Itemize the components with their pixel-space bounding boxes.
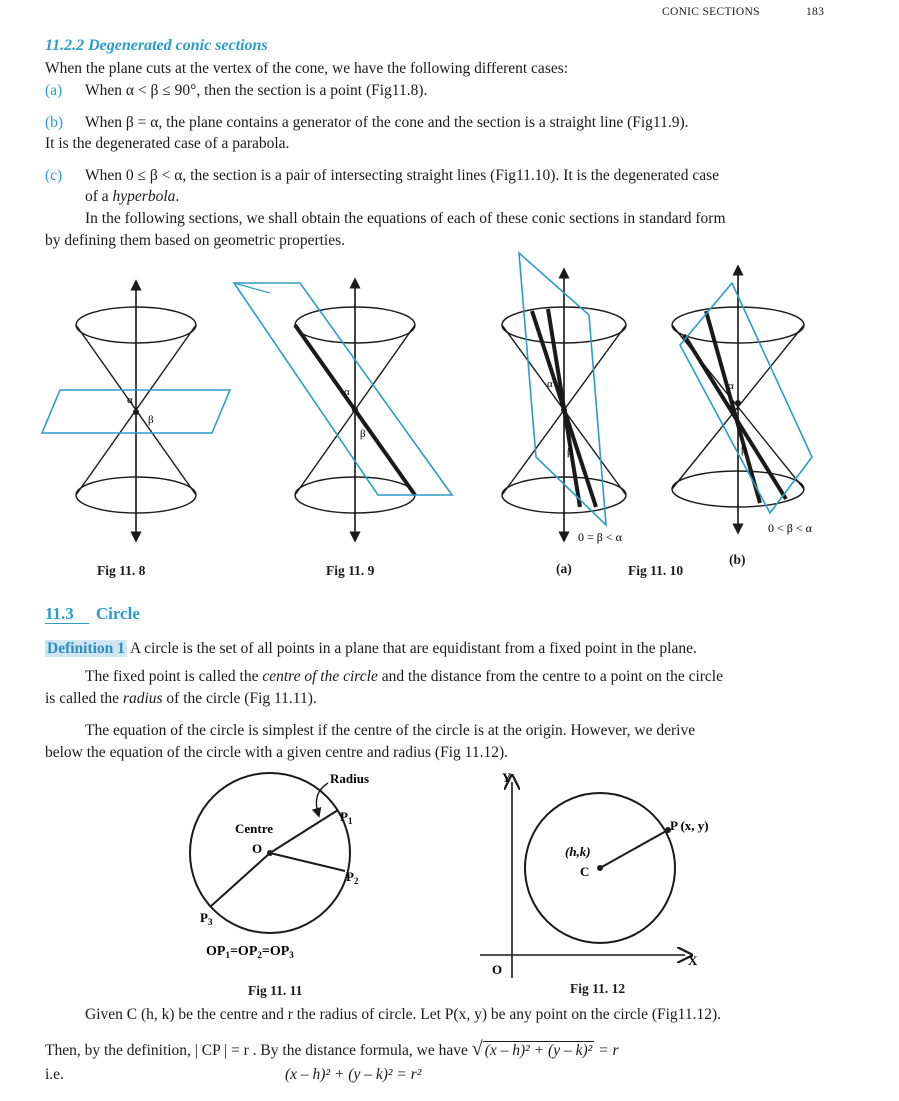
- centre-label: Centre: [235, 821, 274, 836]
- section-heading-11-2-2: 11.2.2 Degenerated conic sections: [45, 37, 268, 54]
- o-label: O: [252, 841, 263, 856]
- fig-11-8-alpha: α: [127, 394, 133, 406]
- intro-text: When the plane cuts at the vertex of the cone, we have the following different cases:: [45, 60, 569, 77]
- paragraph-equation-2: below the equation of the circle with a given centre and radius (Fig 11.12).: [45, 744, 508, 761]
- radius-cp: [600, 830, 668, 868]
- p1-d: of the circle (Fig 11.11).: [162, 690, 317, 707]
- fig-11-9-alpha: α: [344, 386, 350, 398]
- fig-11-8-caption: Fig 11. 8: [97, 563, 146, 578]
- paragraph-equation-1: The equation of the circle is simplest if the centre of the circle is at the origin. However, we derive: [85, 722, 696, 739]
- p1-a: The fixed point is called the: [85, 668, 263, 685]
- fig-11-10b-beta: β: [741, 444, 747, 456]
- fig-11-9-caption: Fig 11. 9: [326, 563, 375, 578]
- radius-label: Radius: [330, 771, 370, 786]
- paragraph-1: In the following sections, we shall obtain the equations of each of these conic sections in standard form: [85, 210, 726, 227]
- c-label: C: [580, 864, 590, 879]
- fig-11-11-caption: Fig 11. 11: [248, 983, 303, 998]
- fig-11-10a-beta: β: [567, 446, 573, 458]
- section-11-3-heading: [45, 604, 140, 624]
- case-c-text-2: [85, 187, 179, 207]
- hk-label: (h,k): [565, 844, 591, 859]
- fig-11-10-caption: Fig 11. 10: [628, 563, 684, 578]
- case-b-text-2: It is the degenerated case of a parabola.: [45, 135, 290, 152]
- fig-11-12-caption: Fig 11. 12: [570, 981, 626, 996]
- fig-11-10b-alpha: α: [728, 380, 734, 392]
- degenerate-conics-figures: [0, 245, 899, 590]
- fig-11-10a-condition: 0 = β < α: [578, 530, 622, 544]
- p-xy-label: P (x, y): [670, 818, 709, 833]
- fig-11-12-circle: [470, 768, 730, 988]
- p3-label: $P_3$: [200, 910, 213, 927]
- radius-op2: [270, 853, 345, 871]
- fig-11-11-circle: [180, 765, 420, 990]
- radius-op3: [210, 853, 270, 907]
- circle-equation: (x – h)² + (y – k)² = r²: [285, 1066, 422, 1083]
- running-title: CONIC SECTIONS: [662, 6, 760, 18]
- definition-label: Definition 1: [47, 640, 125, 657]
- fig-11-8-beta: β: [148, 414, 154, 426]
- section-underline: [45, 623, 89, 624]
- p1-c: is called the: [45, 690, 123, 707]
- p2-label: $P_2$: [346, 869, 359, 886]
- y-axis-label: Y: [502, 770, 512, 785]
- fig-11-10b-cone: [672, 270, 813, 535]
- paragraph-1-cont: by defining them based on geometric properties.: [45, 232, 346, 249]
- case-b-text: When β = α, the plane contains a generator of the cone and the section is a straight line (Fig11.9).: [85, 114, 689, 131]
- given-line: Given C (h, k) be the centre and r the radius of circle. Let P(x, y) be any point on the circle (Fig11.12).: [85, 1006, 722, 1023]
- section-number: 11.3: [45, 604, 74, 623]
- radius-op1: [270, 810, 338, 853]
- hyperbola-term: hyperbola: [112, 188, 176, 205]
- fig-11-10a-sublabel: (a): [556, 561, 572, 576]
- p1-label: $P_1$: [340, 809, 353, 826]
- page-number: 183: [806, 6, 825, 18]
- fig-11-10b-condition: 0 < β < α: [768, 521, 812, 535]
- fig-11-10b-sublabel: (b): [729, 552, 746, 567]
- definition-1: [45, 639, 697, 659]
- fig-11-9-plane: [234, 283, 452, 495]
- section-title: Circle: [95, 604, 140, 623]
- distance-line: [45, 1039, 619, 1061]
- fig-11-9-cone: [234, 283, 452, 537]
- sqrt-expression: (x – h)² + (y – k)²: [484, 1042, 593, 1059]
- centre-term: centre of the circle: [262, 668, 378, 685]
- paragraph-radius: [45, 689, 317, 709]
- case-c-label: (c): [45, 167, 63, 184]
- definition-text: A circle is the set of all points in a plane that are equidistant from a fixed point in the plane.: [126, 640, 697, 657]
- fig-11-9-beta: β: [360, 428, 366, 440]
- fig-11-10a-cone: [502, 253, 626, 544]
- fig-11-10a-alpha: α: [547, 378, 553, 390]
- radius-pointer: [316, 783, 328, 813]
- case-b-label: (b): [45, 114, 64, 131]
- ie-label: i.e.: [45, 1066, 64, 1083]
- p1-b: and the distance from the centre to a point on the circle: [377, 668, 723, 685]
- paragraph-centre: [85, 667, 723, 687]
- case-c-text: When 0 ≤ β < α, the section is a pair of intersecting straight lines (Fig11.10). It is the degenerated case: [85, 167, 719, 184]
- distance-text: Then, by the definition, | CP | = r . By the distance formula, we have: [45, 1042, 472, 1059]
- op-equality: $OP_1=OP_2=OP_3$: [206, 944, 294, 960]
- radius-term: radius: [122, 690, 163, 707]
- case-a-label: (a): [45, 82, 63, 99]
- case-c-pre: of a: [85, 188, 113, 205]
- equals-r: = r: [594, 1042, 619, 1059]
- case-c-post: .: [175, 188, 180, 205]
- case-a-text: When α < β ≤ 90°, then the section is a point (Fig11.8).: [85, 82, 428, 99]
- origin-label: O: [492, 962, 503, 977]
- fig-11-8-cone: [42, 285, 230, 537]
- sqrt-sign: √: [471, 1038, 483, 1060]
- x-axis-label: X: [688, 953, 698, 968]
